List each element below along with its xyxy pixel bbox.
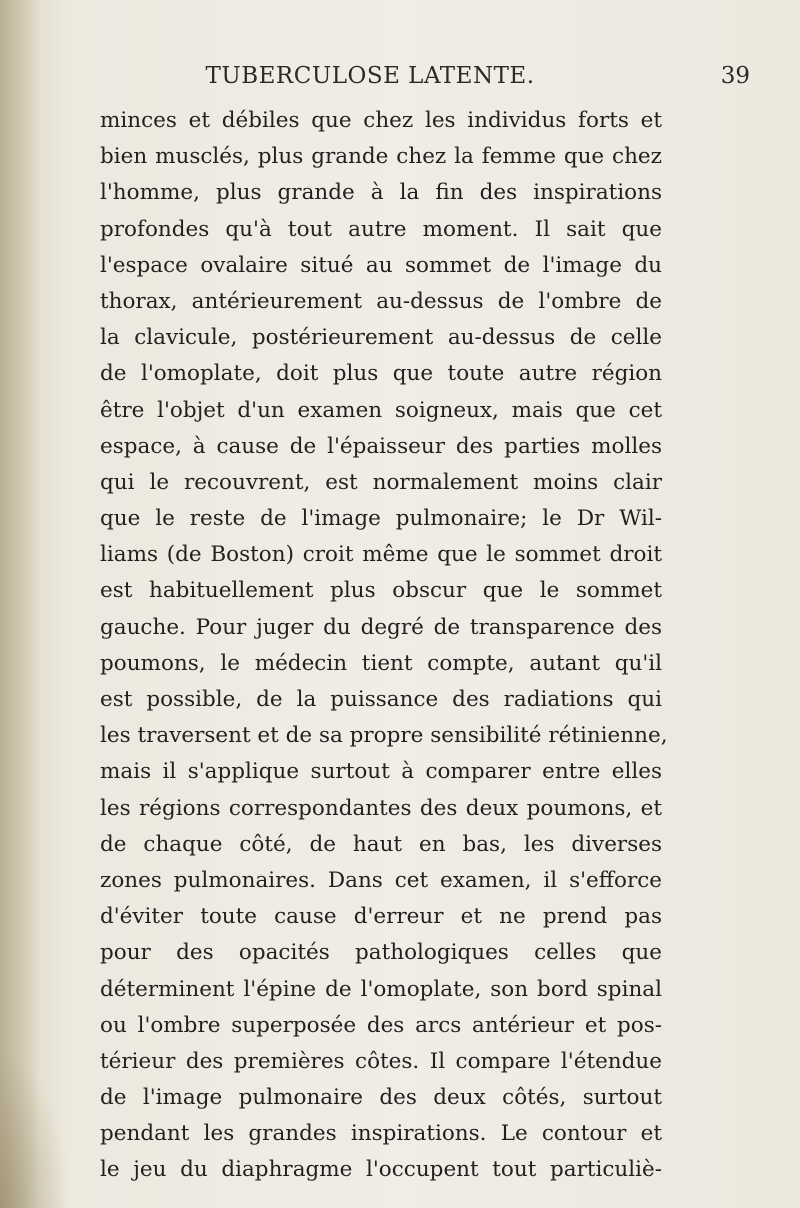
text-line: mais il s'applique surtout à comparer entre elles [100, 759, 662, 785]
text-line: espace, à cause de l'épaisseur des parties molles [100, 433, 662, 459]
text-line: de l'omoplate, doit plus que toute autre région [100, 361, 662, 387]
text-line: l'homme, plus grande à la fin des inspirations [100, 180, 662, 206]
page-corner-shadow [0, 1048, 70, 1208]
text-line: les régions correspondantes des deux poumons, et [100, 795, 662, 821]
text-line: d'éviter toute cause d'erreur et ne prend pas [100, 904, 662, 930]
body-paragraph [100, 103, 668, 1189]
text-line: térieur des premières côtes. Il compare l'étendue [100, 1048, 662, 1074]
text-line: pendant les grandes inspirations. Le contour et [100, 1121, 662, 1147]
running-title: TUBERCULOSE LATENTE. [205, 63, 535, 89]
text-line: être l'objet d'un examen soigneux, mais que cet [100, 397, 662, 423]
page-gutter-shadow [0, 0, 40, 1208]
text-line: de l'image pulmonaire des deux côtés, surtout [100, 1085, 662, 1111]
text-line: qui le recouvrent, est normalement moins clair [100, 469, 662, 495]
text-line: bien musclés, plus grande chez la femme que chez [100, 144, 662, 170]
text-line: que le reste de l'image pulmonaire; le Dr Wil- [100, 506, 662, 532]
running-header [100, 58, 760, 94]
text-line: thorax, antérieurement au-dessus de l'ombre de [100, 288, 662, 314]
text-line: zones pulmonaires. Dans cet examen, il s'efforce [100, 867, 662, 893]
text-line: le jeu du diaphragme l'occupent tout particuliè- [100, 1157, 662, 1183]
text-line: est possible, de la puissance des radiations qui [100, 687, 662, 712]
text-line: poumons, le médecin tient compte, autant qu'il [100, 650, 662, 676]
text-line: la clavicule, postérieurement au-dessus de celle [100, 325, 662, 351]
page-number: 39 [720, 63, 750, 89]
text-line: est habituellement plus obscur que le sommet [100, 578, 662, 604]
text-line: pour des opacités pathologiques celles que [100, 940, 662, 966]
text-line: minces et débiles que chez les individus forts et [100, 108, 662, 133]
text-line: ou l'ombre superposée des arcs antérieur et pos- [100, 1012, 662, 1038]
text-line: déterminent l'épine de l'omoplate, son bord spinal [100, 976, 662, 1002]
text-line: profondes qu'à tout autre moment. Il sait que [100, 216, 662, 242]
text-line: de chaque côté, de haut en bas, les diverses [100, 831, 662, 857]
text-line: l'espace ovalaire situé au sommet de l'image du [100, 252, 662, 278]
text-line: les traversent et de sa propre sensibilité rétinienne, [100, 723, 668, 749]
text-line: gauche. Pour juger du degré de transparence des [100, 614, 662, 640]
text-line: liams (de Boston) croit même que le sommet droit [100, 542, 662, 568]
